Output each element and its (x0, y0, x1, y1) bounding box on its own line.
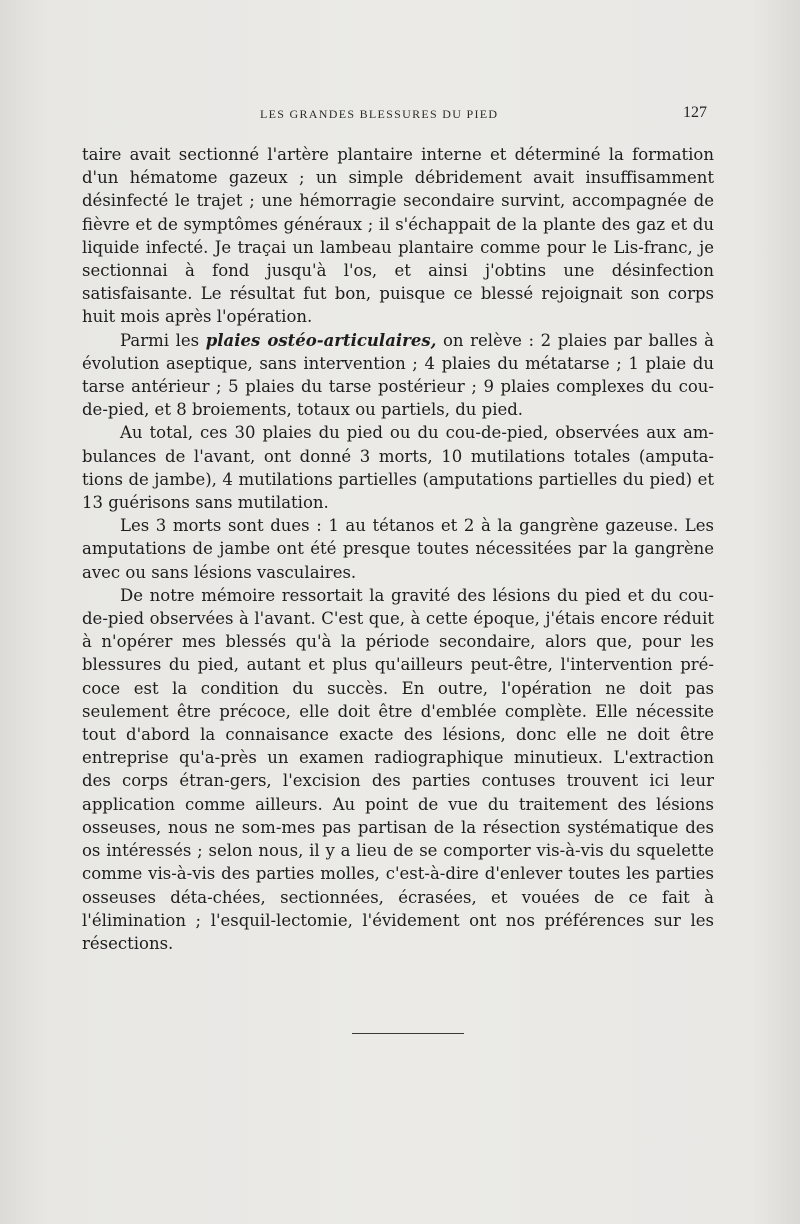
emphasis-term: plaies ostéo-articulaires, (205, 330, 437, 350)
paragraph-lead: Parmi les (120, 330, 206, 350)
section-end-rule (352, 1033, 464, 1034)
paragraph-conclusions: De notre mémoire ressortait la gravité des lésions du pied et du cou-de-pied observées à l'avant. C'est que, à cette époque, j'étais encore réduit à n'opérer mes blessés qu'à la période secondaire, alors que, pour les blessures du pied, autant et plus qu'ailleurs peut-être, l'intervention pré-coce est la condition du succès. En outre, l'opération ne doit pas seulement être précoce, elle doit être d'emblée complète. Elle nécessite tout d'abord la connaisance exacte des lésions, donc elle ne doit être entreprise qu'a-près un examen radiographique minutieux. L'extraction des corps étran-gers, l'excision des parties contuses trouvent ici leur application comme ailleurs. Au point de vue du traitement des lésions osseuses, nous ne som-mes pas partisan de la résection systématique des os intéressés ; selon nous, il y a lieu de se comporter vis-à-vis du squelette comme vis-à-vis des parties molles, c'est-à-dire d'enlever toutes les parties osseuses déta-chées, sectionnées, écrasées, et vouées de ce fait à l'élimination ; l'esquil-lectomie, l'évidement ont nos préférences sur les résections. (82, 585, 714, 953)
paragraph-deaths: Les 3 morts sont dues : 1 au tétanos et 2 à la gangrène gazeuse. Les amputations de jambe ont été presque toutes nécessitées par la gangrène avec ou sans lésions vasculaires. (82, 516, 714, 582)
body-text (82, 143, 714, 955)
running-title: LES GRANDES BLESSURES DU PIED (260, 107, 499, 121)
paragraph-continued: taire avait sectionné l'artère plantaire interne et déterminé la formation d'un hématome gazeux ; un simple débridement avait insuffisamment désinfecté le trajet ; une hémorragie secondaire survint, accompagnée de fièvre et de symptômes généraux ; il s'échappait de la plante des gaz et du liquide infecté. Je traçai un lambeau plantaire comme pour le Lis-franc, je sectionnai à fond jusqu'à l'os, et ainsi j'obtins une désinfection satisfaisante. Le résultat fut bon, puisque ce blessé rejoignait son corps huit mois après l'opération. (82, 145, 714, 327)
paragraph-osteo-articular-wounds (82, 329, 714, 422)
paragraph-totals: Au total, ces 30 plaies du pied ou du cou-de-pied, observées aux am-bulances de l'avant, ont donné 3 morts, 10 mutilations totales (amputa-tions de jambe), 4 mutilations partielles (amputations partielles du pied) et 13 guérisons sans mutilation. (82, 423, 714, 513)
paragraph-rest: on relève : 2 plaies par balles à évolution aseptique, sans intervention ; 4 plaies du métatarse ; 1 plaie du tarse antérieur ; 5 plaies du tarse postérieur ; 9 plaies complexes du cou-de-pied, et 8 broiements, totaux ou partiels, du pied. (82, 330, 714, 420)
page-number: 127 (683, 104, 707, 121)
